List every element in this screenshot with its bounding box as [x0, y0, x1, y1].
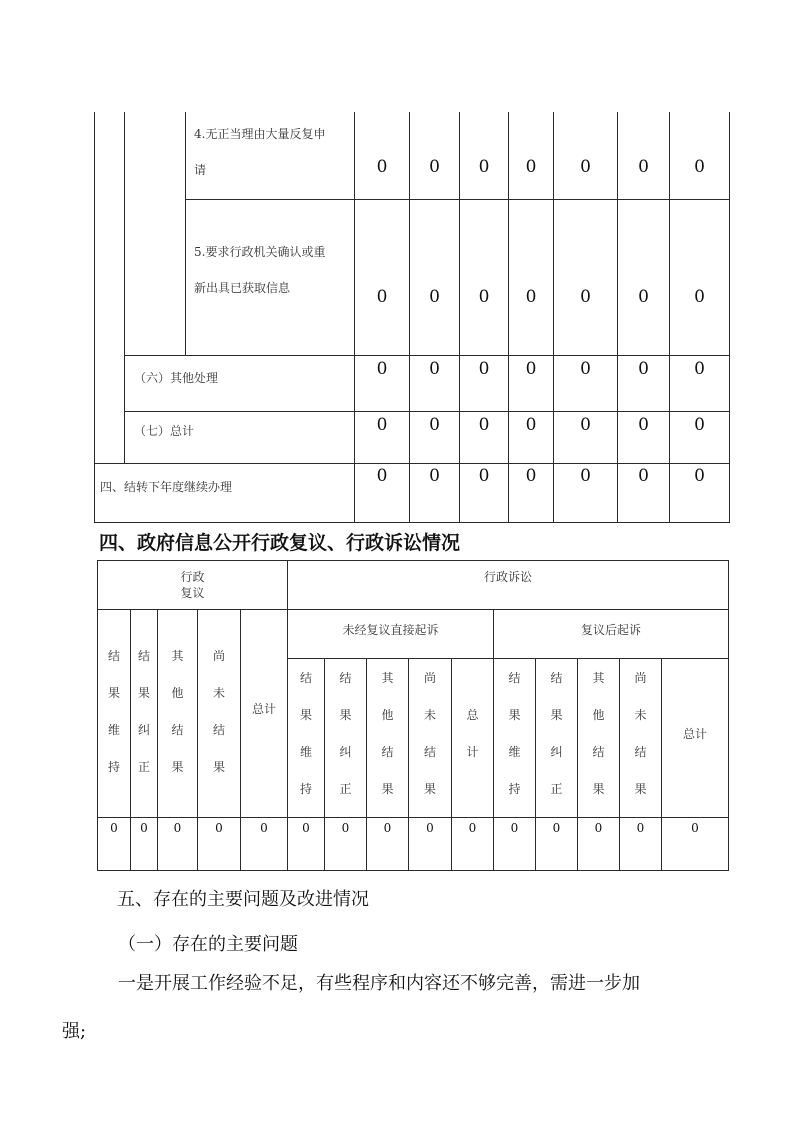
table2-cell: 0 [510, 821, 519, 835]
direct-col-other: 其 他 结 果 [381, 671, 394, 796]
table2-cell: 0 [426, 821, 434, 835]
table1-cell: 0 [694, 157, 705, 177]
table2-cell: 0 [552, 821, 561, 835]
table1-cell: 0 [478, 359, 490, 379]
review-col-corrected: 结 果 纠 正 [137, 649, 150, 774]
row-label-reconfirm-info: 5.要求行政机关确认或重 新出具已获取信息 [194, 245, 326, 295]
table2-cell: 0 [110, 821, 118, 835]
review-col-other: 其 他 结 果 [171, 649, 184, 774]
table2-cell: 0 [594, 821, 603, 835]
after-col-corrected: 结 果 纠 正 [550, 671, 563, 796]
row-label-excessive-requests: 4.无正当理由大量反复申 请 [194, 127, 326, 177]
review-col-upheld: 结 果 维 持 [107, 649, 120, 774]
admin-litigation-header: 行政诉讼 [483, 570, 532, 584]
table2-cell: 0 [302, 821, 310, 835]
table1-cell: 0 [429, 415, 440, 435]
table1-cell: 0 [376, 359, 388, 379]
table1-cell: 0 [525, 157, 537, 177]
table1-cell: 0 [376, 415, 388, 435]
direct-suit-header: 未经复议直接起诉 [342, 623, 439, 637]
row-label-other-handling: （六）其他处理 [134, 371, 219, 385]
table1-cell: 0 [638, 415, 649, 435]
table1-cell: 0 [478, 157, 490, 177]
table1-cell: 0 [429, 287, 440, 307]
after-review-suit-header: 复议后起诉 [580, 623, 641, 637]
table1-cell: 0 [580, 466, 591, 486]
table2-cell: 0 [173, 821, 182, 835]
table1-cell: 0 [638, 287, 649, 307]
row-label-total: （七）总计 [134, 424, 195, 438]
direct-col-total: 总 计 [466, 708, 479, 759]
table1-cell: 0 [376, 157, 388, 177]
table1-cell: 0 [429, 157, 440, 177]
review-col-pending: 尚 未 结 果 [212, 649, 225, 774]
table1-cell: 0 [580, 415, 591, 435]
table1-cell: 0 [525, 287, 537, 307]
section4-heading: 四、政府信息公开行政复议、行政诉讼情况 [99, 532, 461, 554]
table1-cell: 0 [525, 466, 537, 486]
table1-cell: 0 [694, 415, 705, 435]
table1-cell: 0 [638, 466, 649, 486]
review-col-total: 总计 [251, 702, 276, 716]
table1-cell: 0 [580, 287, 591, 307]
row-label-carry-over: 四、结转下年度继续办理 [100, 480, 233, 494]
table1-cell: 0 [478, 466, 490, 486]
table1-cell: 0 [694, 359, 705, 379]
table1-cell: 0 [429, 466, 440, 486]
table1-cell: 0 [580, 157, 591, 177]
admin-review-header: 行政 复议 [180, 570, 205, 600]
section5-heading: 五、存在的主要问题及改进情况 [117, 889, 369, 910]
table1-cell: 0 [376, 287, 388, 307]
table1-cell: 0 [638, 359, 649, 379]
table1-cell: 0 [580, 359, 591, 379]
section5-paragraph-line1: 一是开展工作经验不足，有些程序和内容还不够完善，需进一步加 [118, 973, 640, 994]
after-col-pending: 尚 未 结 果 [634, 671, 647, 796]
table1-cell: 0 [376, 466, 388, 486]
table2-cell: 0 [691, 821, 699, 835]
table1-cell: 0 [694, 466, 705, 486]
table1-cell: 0 [525, 359, 537, 379]
table2-cell: 0 [468, 821, 477, 835]
direct-col-pending: 尚 未 结 果 [423, 671, 436, 796]
table2-cell: 0 [341, 821, 350, 835]
table1-cell: 0 [638, 157, 649, 177]
table2-cell: 0 [215, 821, 223, 835]
after-col-other: 其 他 结 果 [592, 671, 605, 796]
after-col-upheld: 结 果 维 持 [508, 671, 521, 796]
after-col-total: 总计 [682, 727, 707, 741]
table2-cell: 0 [636, 821, 645, 835]
direct-col-corrected: 结 果 纠 正 [339, 671, 352, 796]
section5-subheading: （一）存在的主要问题 [118, 934, 298, 955]
table1-cell: 0 [478, 415, 490, 435]
table1-cell: 0 [478, 287, 490, 307]
section5-paragraph-line2: 强; [62, 1021, 87, 1042]
table1-cell: 0 [525, 415, 537, 435]
direct-col-upheld: 结 果 维 持 [299, 671, 312, 796]
table1-cell: 0 [694, 287, 705, 307]
table2-cell: 0 [260, 821, 268, 835]
table2-cell: 0 [383, 821, 392, 835]
table2-cell: 0 [140, 821, 148, 835]
table1-cell: 0 [429, 359, 440, 379]
